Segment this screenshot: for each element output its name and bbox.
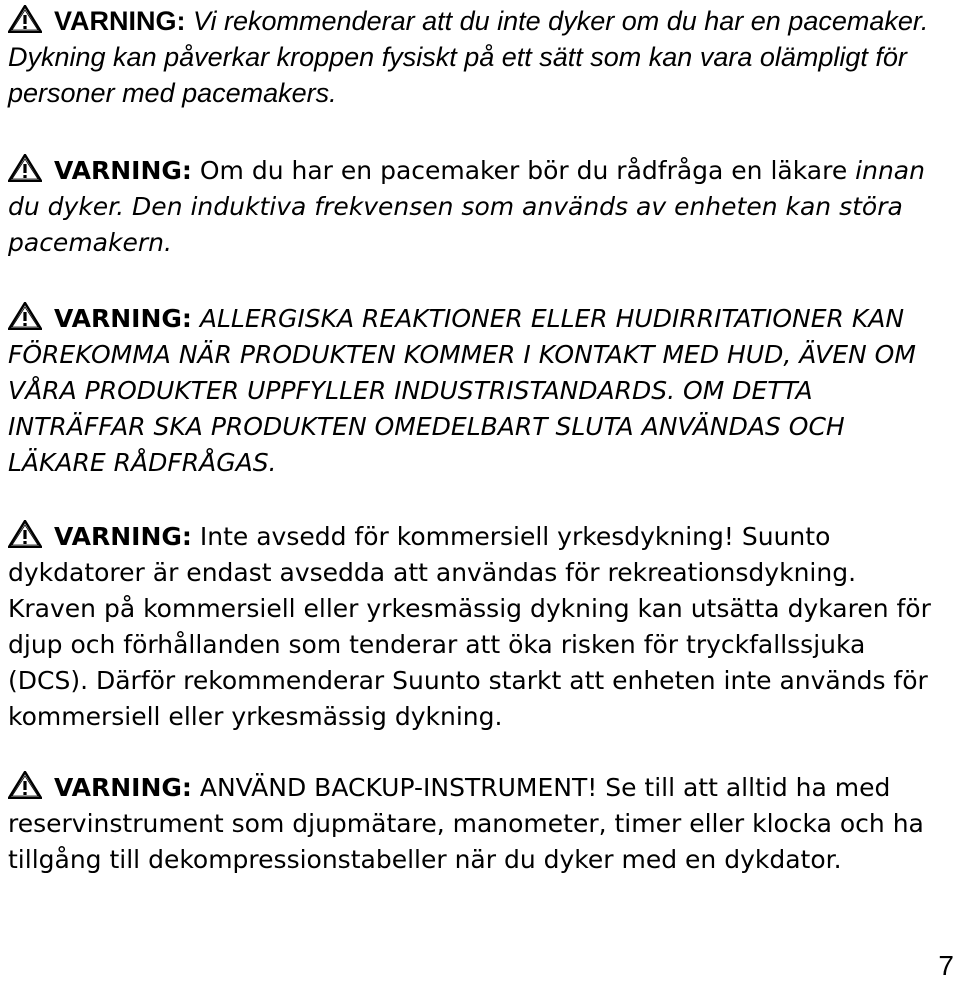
warning-label: VARNING:	[54, 156, 192, 185]
warning-text: Vi rekommenderar att du inte dyker om du har en pacemaker. Dykning kan påverkar kroppen fysiskt på ett sätt som kan vara olämpligt för personer med pacemakers.	[8, 6, 929, 108]
warning-triangle-icon	[8, 302, 42, 330]
warning-triangle-icon	[8, 520, 42, 548]
page-number: 7	[938, 950, 954, 981]
warning-text: ANVÄND BACKUP-INSTRUMENT! Se till att alltid ha med reservinstrument som djupmätare, manometer, timer eller klocka och ha tillgång till dekompressionstabeller när du dyker med en dykdator.	[8, 773, 924, 874]
warning-label: VARNING:	[54, 6, 186, 36]
warning-pacemaker-consult	[8, 153, 948, 261]
warning-label: VARNING:	[54, 304, 192, 333]
warning-allergic-reactions	[8, 301, 948, 481]
warning-triangle-icon	[8, 154, 42, 182]
warning-text-italic: innan du dyker. Den induktiva frekvensen som används av enheten kan störa pacemakern.	[8, 156, 925, 257]
warning-commercial-diving	[8, 519, 948, 735]
warning-label: VARNING:	[54, 522, 192, 551]
warning-triangle-icon	[8, 5, 42, 33]
warning-text: ALLERGISKA REAKTIONER ELLER HUDIRRITATIONER KAN FÖREKOMMA NÄR PRODUKTEN KOMMER I KONTAKT MED HUD, ÄVEN OM VÅRA PRODUKTER UPPFYLLER INDUSTRISTANDARDS. OM DETTA INTRÄFFAR SKA PRODUKTEN OMEDELBART SLUTA ANVÄNDAS OCH LÄKARE RÅDFRÅGAS.	[8, 304, 916, 477]
warning-label: VARNING:	[54, 773, 192, 802]
warning-text-upright: Om du har en pacemaker bör du rådfråga en läkare	[191, 156, 848, 185]
warning-text: Inte avsedd för kommersiell yrkesdykning! Suunto dykdatorer är endast avsedda att användas för rekreationsdykning. Kraven på kommersiell eller yrkesmässig dykning kan utsätta dykaren för djup och förhållanden som tenderar att öka risken för tryckfallssjuka (DCS). Därför rekommenderar Suunto starkt att enheten inte används för kommersiell eller yrkesmässig dykning.	[8, 522, 931, 731]
warning-triangle-icon	[8, 771, 42, 799]
warning-pacemaker-general	[8, 3, 948, 111]
warning-backup-instruments	[8, 770, 948, 878]
